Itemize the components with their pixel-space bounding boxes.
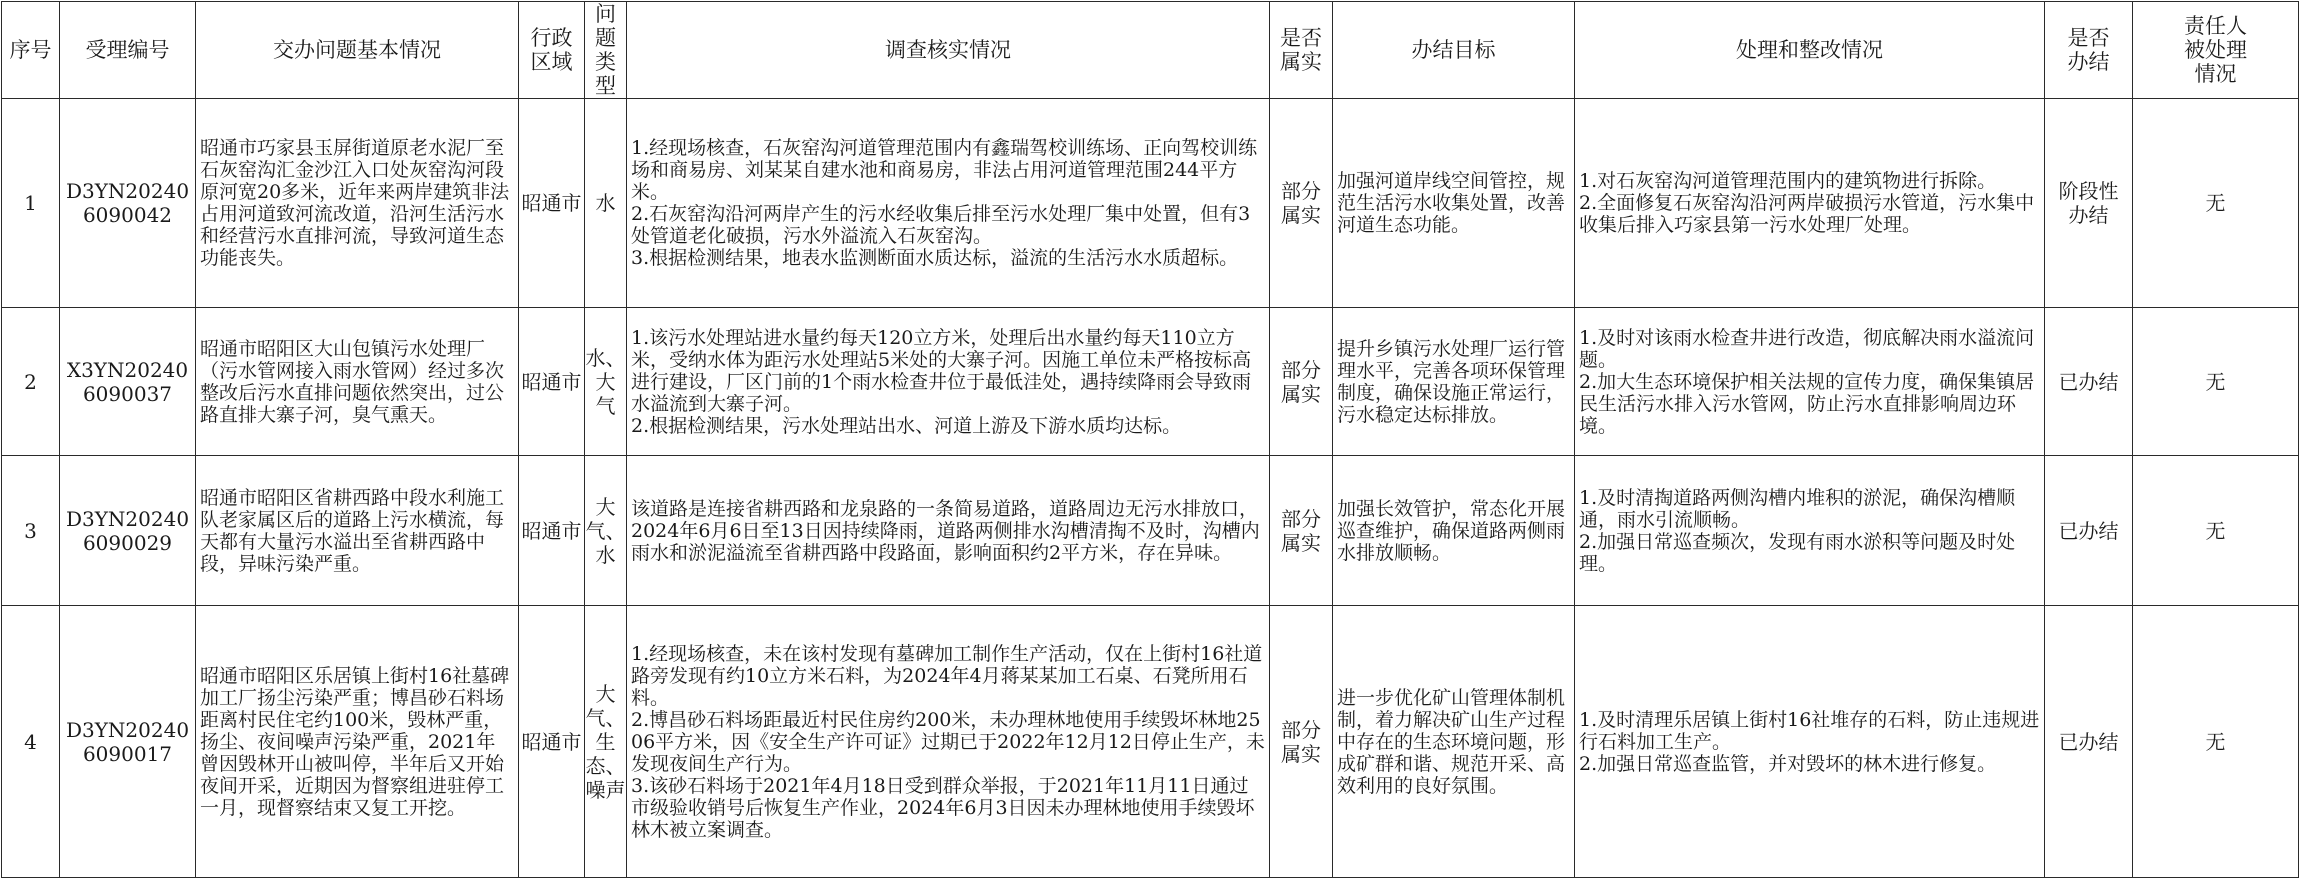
cell-investigation: [627, 456, 1270, 606]
cell-investigation: [627, 99, 1270, 308]
investigation-item: 2.根据检测结果，污水处理站出水、河道上游及下游水质均达标。: [631, 414, 1182, 437]
header-closed: 是否 办结: [2045, 2, 2133, 99]
cell-goal: 进一步优化矿山管理体制机制，着力解决矿山生产过程中存在的生态环境问题，形成矿群和谐、规范开采、高效利用的良好氛围。: [1333, 606, 1575, 878]
cell-handling: [1575, 606, 2045, 878]
cell-region: 昭通市: [519, 308, 585, 456]
investigation-item: 2.博昌砂石料场距最近村民住房约200米，未办理林地使用手续毁坏林地2506平方米，因《安全生产许可证》过期已于2022年12月12日停止生产，未发现夜间生产行为。: [631, 708, 1265, 775]
cell-accountability: 无: [2133, 606, 2299, 878]
data-table: [1, 1, 2299, 878]
cell-goal: 提升乡镇污水处理厂运行管理水平，完善各项环保管理制度，确保设施正常运行，污水稳定达标排放。: [1333, 308, 1575, 456]
header-goal: 办结目标: [1333, 2, 1575, 99]
header-verified: 是否 属实: [1270, 2, 1333, 99]
cell-problem-type: 水: [585, 99, 627, 308]
handling-item: 1.及时清掏道路两侧沟槽内堆积的淤泥，确保沟槽顺通，雨水引流顺畅。: [1579, 486, 2016, 531]
cell-seq: 3: [2, 456, 60, 606]
table-row: [2, 308, 2299, 456]
table-row: [2, 606, 2299, 878]
cell-problem-type: 水、大 气: [585, 308, 627, 456]
cell-closed: 已办结: [2045, 606, 2133, 878]
header-problem-type: 问题 类型: [585, 2, 627, 99]
cell-investigation: [627, 308, 1270, 456]
header-investigation: 调查核实情况: [627, 2, 1270, 99]
handling-item: 2.加大生态环境保护相关法规的宣传力度，确保集镇居民生活污水排入污水管网，防止污水直排影响周边环境。: [1579, 370, 2035, 437]
handling-item: 2.加强日常巡查监管，并对毁坏的林木进行修复。: [1579, 752, 1997, 775]
cell-accountability: 无: [2133, 456, 2299, 606]
header-accept-no: 受理编号: [60, 2, 196, 99]
table-row: [2, 456, 2299, 606]
handling-item: 1.及时清理乐居镇上街村16社堆存的石料，防止违规进行石料加工生产。: [1579, 708, 2040, 753]
header-basic-situation: 交办问题基本情况: [196, 2, 519, 99]
table-row: [2, 99, 2299, 308]
cell-handling: [1575, 308, 2045, 456]
header-handling: 处理和整改情况: [1575, 2, 2045, 99]
cell-verified: 部分 属实: [1270, 99, 1333, 308]
cell-closed: 阶段性 办结: [2045, 99, 2133, 308]
handling-item: 2.全面修复石灰窑沟沿河两岸破损污水管道，污水集中收集后排入巧家县第一污水处理厂处理。: [1579, 192, 2035, 236]
investigation-item: 该道路是连接省耕西路和龙泉路的一条简易道路，道路周边无污水排放口，2024年6月6日至13日因持续降雨，道路两侧排水沟槽清掏不及时，沟槽内雨水和淤泥溢流至省耕西路中段路面，影响面积约2平方米，存在异味。: [631, 497, 1260, 564]
investigation-item: 2.石灰窑沟沿河两岸产生的污水经收集后排至污水处理厂集中处置，但有3处管道老化破损，污水外溢流入石灰窑沟。: [631, 203, 1251, 247]
investigation-item: 1.经现场核查，石灰窑沟河道管理范围内有鑫瑞驾校训练场、正向驾校训练场和商易房、刘某某自建水池和商易房，非法占用河道管理范围244平方米。: [631, 137, 1258, 203]
cell-basic-situation: 昭通市昭阳区省耕西路中段水利施工队老家属区后的道路上污水横流，每天都有大量污水溢出至省耕西路中段，异味污染严重。: [196, 456, 519, 606]
cell-verified: 部分 属实: [1270, 308, 1333, 456]
cell-seq: 1: [2, 99, 60, 308]
handling-item: 1.对石灰窑沟河道管理范围内的建筑物进行拆除。: [1579, 170, 1997, 192]
cell-verified: 部分 属实: [1270, 456, 1333, 606]
cell-handling: [1575, 456, 2045, 606]
cell-region: 昭通市: [519, 606, 585, 878]
cell-goal: 加强河道岸线空间管控，规范生活污水收集处置，改善河道生态功能。: [1333, 99, 1575, 308]
cell-region: 昭通市: [519, 99, 585, 308]
cell-verified: 部分 属实: [1270, 606, 1333, 878]
investigation-item: 3.根据检测结果，地表水监测断面水质达标，溢流的生活污水水质超标。: [631, 247, 1239, 269]
cell-investigation: [627, 606, 1270, 878]
cell-accept-no: D3YN20240 6090042: [60, 99, 196, 308]
investigation-item: 3.该砂石料场于2021年4月18日受到群众举报，于2021年11月11日通过市级验收销号后恢复生产作业，2024年6月3日因未办理林地使用手续毁坏林木被立案调查。: [631, 774, 1255, 841]
investigation-item: 1.经现场核查，未在该村发现有墓碑加工制作生产活动，仅在上街村16社道路旁发现有约10立方米石料，为2024年4月蒋某某加工石桌、石凳所用石料。: [631, 642, 1263, 709]
investigation-item: 1.该污水处理站进水量约每天120立方米，处理后出水量约每天110立方米，受纳水体为距污水处理站5米处的大寨子河。因施工单位未严格按标高进行建设，厂区门前的1个雨水检查井位于最低洼处，遇持续降雨会导致雨水溢流到大寨子河。: [631, 326, 1252, 415]
cell-accountability: 无: [2133, 308, 2299, 456]
cell-problem-type: 大气、 生态、 噪声: [585, 606, 627, 878]
cell-seq: 4: [2, 606, 60, 878]
cell-problem-type: 大气、 水: [585, 456, 627, 606]
cell-handling: [1575, 99, 2045, 308]
cell-basic-situation: 昭通市巧家县玉屏街道原老水泥厂至石灰窑沟汇金沙江入口处灰窑沟河段原河宽20多米，近年来两岸建筑非法占用河道致河流改道，沿河生活污水和经营污水直排河流，导致河道生态功能丧失。: [196, 99, 519, 308]
handling-item: 2.加强日常巡查频次，发现有雨水淤积等问题及时处理。: [1579, 530, 2016, 575]
cell-accept-no: D3YN20240 6090029: [60, 456, 196, 606]
cell-goal: 加强长效管护，常态化开展巡查维护，确保道路两侧雨水排放顺畅。: [1333, 456, 1575, 606]
header-seq: 序号: [2, 2, 60, 99]
cell-region: 昭通市: [519, 456, 585, 606]
cell-basic-situation: 昭通市昭阳区乐居镇上街村16社墓碑加工厂扬尘污染严重；博昌砂石料场距离村民住宅约100米，毁林严重，扬尘、夜间噪声污染严重，2021年曾因毁林开山被叫停，半年后又开始夜间开采，近期因为督察组进驻停工一月，现督察结束又复工开挖。: [196, 606, 519, 878]
header-row: [2, 2, 2299, 99]
cell-closed: 已办结: [2045, 456, 2133, 606]
handling-item: 1.及时对该雨水检查井进行改造，彻底解决雨水溢流问题。: [1579, 326, 2035, 371]
header-region: 行政 区域: [519, 2, 585, 99]
header-accountability: 责任人 被处理 情况: [2133, 2, 2299, 99]
cell-accountability: 无: [2133, 99, 2299, 308]
cell-accept-no: D3YN20240 6090017: [60, 606, 196, 878]
cell-seq: 2: [2, 308, 60, 456]
cell-closed: 已办结: [2045, 308, 2133, 456]
cell-basic-situation: 昭通市昭阳区大山包镇污水处理厂（污水管网接入雨水管网）经过多次整改后污水直排问题依然突出，过公路直排大寨子河，臭气熏天。: [196, 308, 519, 456]
cell-accept-no: X3YN20240 6090037: [60, 308, 196, 456]
